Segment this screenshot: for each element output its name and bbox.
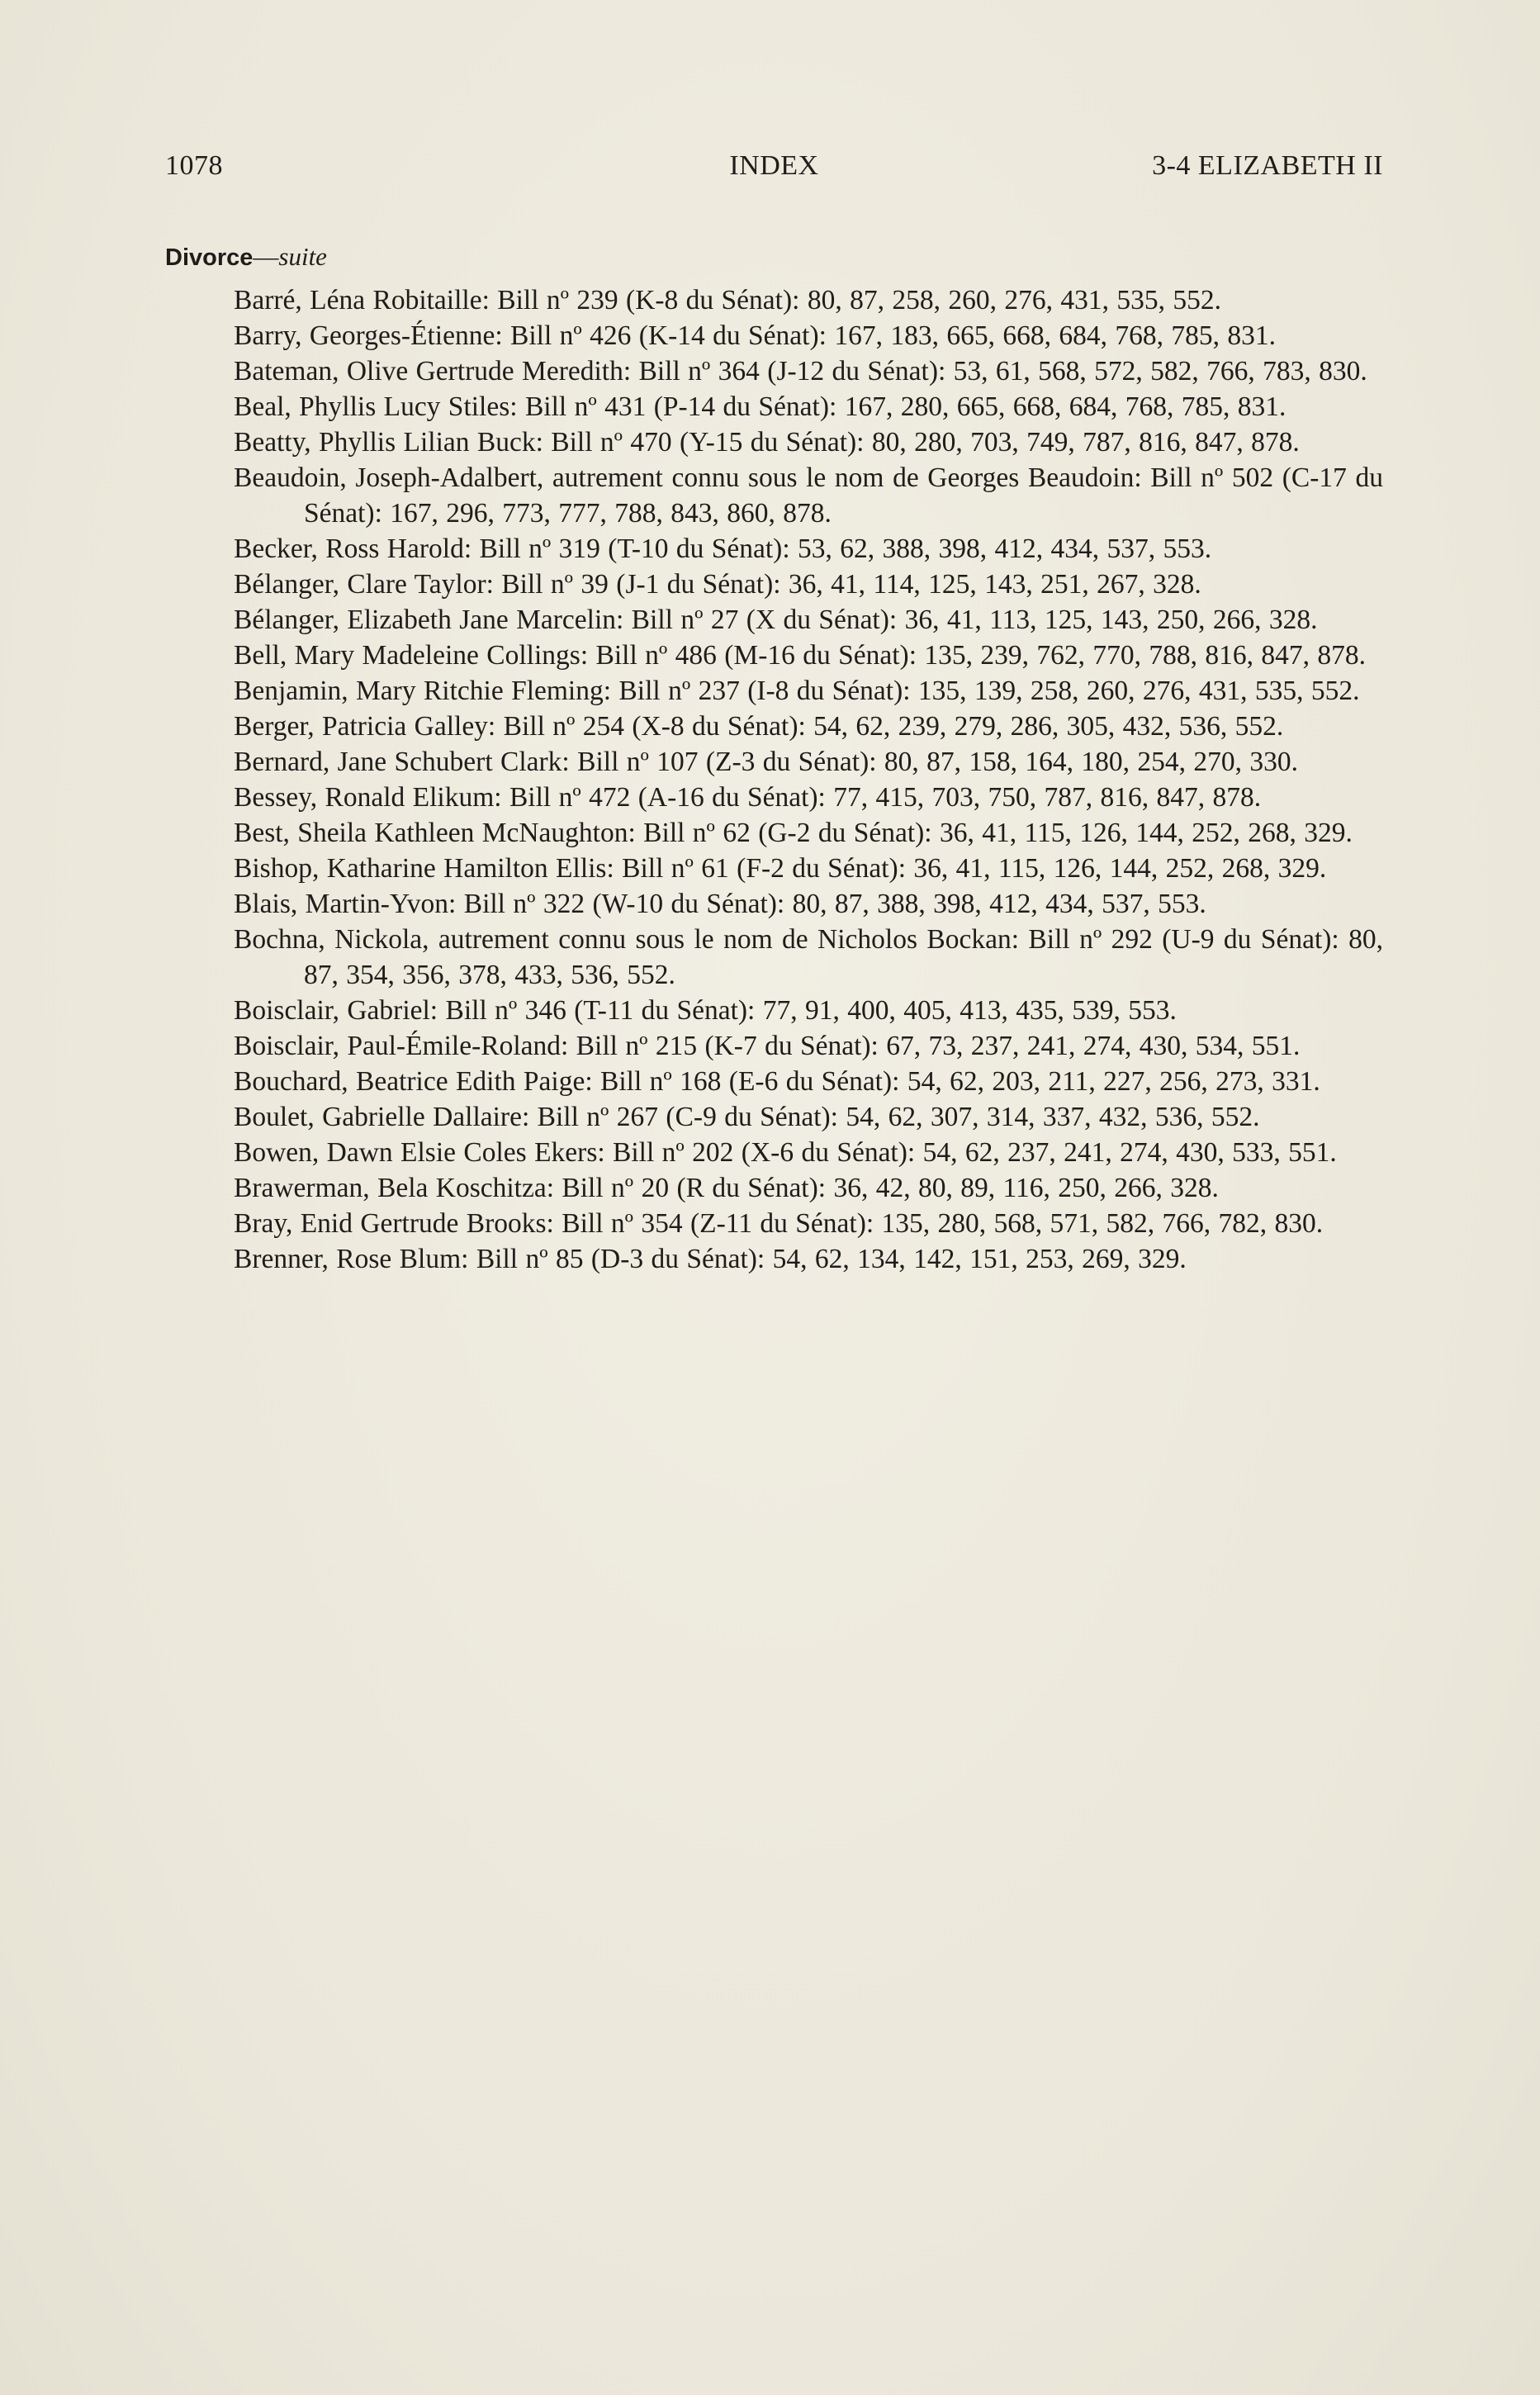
index-entry: Berger, Patricia Galley: Bill nº 254 (X-8 du Sénat): 54, 62, 239, 279, 286, 305, 432, 536, 552. — [234, 711, 1284, 742]
index-entry: Boisclair, Paul-Émile-Roland: Bill nº 215 (K-7 du Sénat): 67, 73, 237, 241, 274, 430, 534, 551. — [234, 1031, 1301, 1061]
index-entry: Benjamin, Mary Ritchie Fleming: Bill nº 237 (I-8 du Sénat): 135, 139, 258, 260, 276, 431, 535, 552. — [234, 676, 1360, 706]
index-entry: Bessey, Ronald Elikum: Bill nº 472 (A-16 du Sénat): 77, 415, 703, 750, 787, 816, 847, 878. — [234, 782, 1262, 813]
index-entry: Becker, Ross Harold: Bill nº 319 (T-10 du Sénat): 53, 62, 388, 398, 412, 434, 537, 553. — [234, 534, 1212, 564]
heading-topic: Divorce — [165, 244, 254, 271]
index-entry: Bélanger, Clare Taylor: Bill nº 39 (J-1 du Sénat): 36, 41, 114, 125, 143, 251, 267, 328. — [234, 569, 1201, 600]
index-entry: Bateman, Olive Gertrude Meredith: Bill nº 364 (J-12 du Sénat): 53, 61, 568, 572, 582, 766, 783, 830. — [234, 356, 1367, 387]
heading-dash: — — [253, 242, 279, 271]
index-entry: Bernard, Jane Schubert Clark: Bill nº 107 (Z-3 du Sénat): 80, 87, 158, 164, 180, 254, 270, 330. — [234, 747, 1299, 777]
index-entry: Barry, Georges-Étienne: Bill nº 426 (K-14 du Sénat): 167, 183, 665, 668, 684, 768, 785, 831. — [234, 320, 1276, 351]
index-entry: Boulet, Gabrielle Dallaire: Bill nº 267 (C-9 du Sénat): 54, 62, 307, 314, 337, 432, 536, 552. — [234, 1102, 1260, 1132]
running-head — [165, 145, 1383, 187]
section-title: INDEX — [729, 150, 819, 181]
page-number: 1078 — [165, 150, 223, 181]
index-entry: Beatty, Phyllis Lilian Buck: Bill nº 470 (Y-15 du Sénat): 80, 280, 703, 749, 787, 816, 847, 878. — [234, 427, 1300, 458]
index-entry: Bouchard, Beatrice Edith Paige: Bill nº 168 (E-6 du Sénat): 54, 62, 203, 211, 227, 256, 273, 331. — [234, 1066, 1320, 1097]
index-entry: Boisclair, Gabriel: Bill nº 346 (T-11 du Sénat): 77, 91, 400, 405, 413, 435, 539, 553. — [234, 995, 1177, 1026]
index-entry: Bowen, Dawn Elsie Coles Ekers: Bill nº 202 (X-6 du Sénat): 54, 62, 237, 241, 274, 430, 533, 551. — [234, 1137, 1337, 1168]
index-entry: Bray, Enid Gertrude Brooks: Bill nº 354 (Z-11 du Sénat): 135, 280, 568, 571, 582, 766, 782, 830. — [234, 1208, 1324, 1239]
index-entry: Bochna, Nickola, autrement connu sous le nom de Nicholos Bockan: Bill nº 292 (U-9 du Sénat): 80, 87, 354, 356, 378, 433, 536, 552. — [234, 924, 1383, 990]
index-entry: Brenner, Rose Blum: Bill nº 85 (D-3 du Sénat): 54, 62, 134, 142, 151, 253, 269, 329. — [234, 1244, 1187, 1274]
heading-continuation: suite — [278, 242, 327, 271]
volume-title: 3-4 ELIZABETH II — [1152, 150, 1383, 181]
index-entries — [234, 282, 1383, 1277]
index-entry: Barré, Léna Robitaille: Bill nº 239 (K-8 du Sénat): 80, 87, 258, 260, 276, 431, 535, 552. — [234, 285, 1221, 315]
index-entry: Brawerman, Bela Koschitza: Bill nº 20 (R du Sénat): 36, 42, 80, 89, 116, 250, 266, 328. — [234, 1173, 1219, 1203]
index-entry: Bishop, Katharine Hamilton Ellis: Bill nº 61 (F-2 du Sénat): 36, 41, 115, 126, 144, 252, 268, 329. — [234, 853, 1327, 884]
index-entry: Bélanger, Elizabeth Jane Marcelin: Bill nº 27 (X du Sénat): 36, 41, 113, 125, 143, 250, 266, 328. — [234, 605, 1318, 635]
index-entry: Best, Sheila Kathleen McNaughton: Bill nº 62 (G-2 du Sénat): 36, 41, 115, 126, 144, 252, 268, 329. — [234, 818, 1353, 848]
index-heading — [165, 240, 327, 275]
index-entry: Bell, Mary Madeleine Collings: Bill nº 486 (M-16 du Sénat): 135, 239, 762, 770, 788, 816, 847, 878. — [234, 640, 1367, 671]
index-entry: Blais, Martin-Yvon: Bill nº 322 (W-10 du Sénat): 80, 87, 388, 398, 412, 434, 537, 553. — [234, 889, 1206, 919]
index-entry: Beaudoin, Joseph-Adalbert, autrement connu sous le nom de Georges Beaudoin: Bill nº 502 (C-17 du Sénat): 167, 296, 773, 777, 788, 843, 860, 878. — [234, 462, 1383, 529]
index-entry: Beal, Phyllis Lucy Stiles: Bill nº 431 (P-14 du Sénat): 167, 280, 665, 668, 684, 768, 785, 831. — [234, 391, 1286, 422]
